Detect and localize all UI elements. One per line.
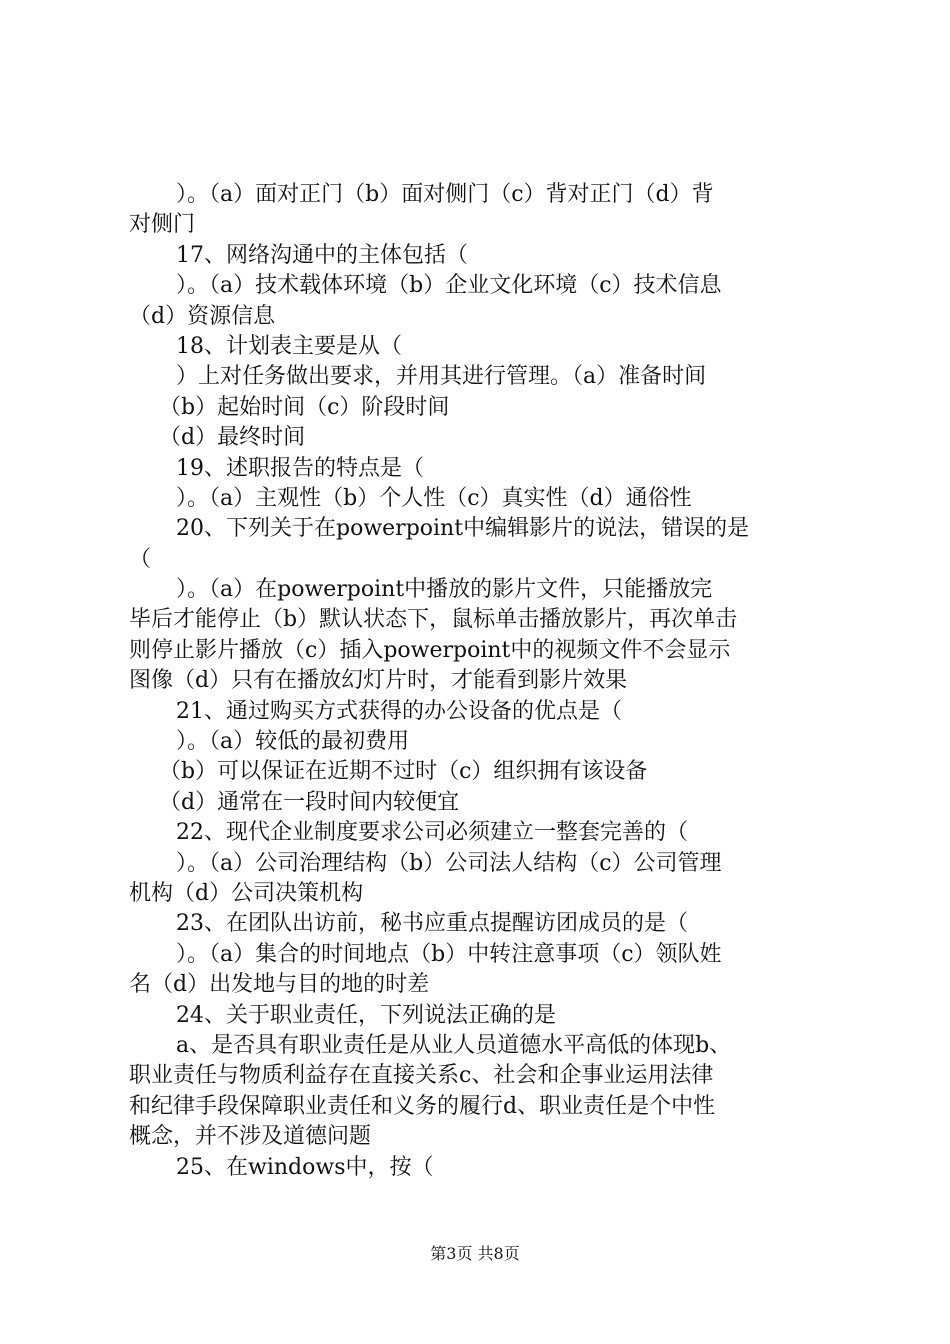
text-line: 毕后才能停止（b）默认状态下，鼠标单击播放影片，再次单击: [129, 607, 738, 633]
document-body: [129, 180, 833, 1183]
text-line: 17、网络沟通中的主体包括（: [176, 242, 468, 268]
text-line: 23、在团队出访前，秘书应重点提醒访团成员的是（: [176, 911, 688, 937]
text-line: a、是否具有职业责任是从业人员道德水平高低的体现b、: [176, 1032, 732, 1058]
text-line: 概念，并不涉及道德问题: [129, 1124, 372, 1150]
text-line: （b）可以保证在近期不过时（c）组织拥有该设备: [159, 759, 648, 785]
text-line: 21、通过购买方式获得的办公设备的优点是（: [176, 698, 622, 724]
page-number: 第3页 共8页: [430, 1244, 520, 1263]
text-line: 20、下列关于在powerpoint中编辑影片的说法，错误的是: [176, 516, 750, 542]
text-line: 机构（d）公司决策机构: [129, 880, 364, 906]
text-line: ）。（a）技术载体环境（b）企业文化环境（c）技术信息: [176, 273, 722, 299]
text-line: ）。（a）主观性（b）个人性（c）真实性（d）通俗性: [176, 485, 692, 511]
text-line: 25、在windows中，按（: [176, 1154, 434, 1180]
text-line: 图像（d）只有在播放幻灯片时，才能看到影片效果: [129, 668, 628, 694]
text-line: （d）通常在一段时间内较便宜: [159, 789, 460, 815]
text-line: ）。（a）面对正门（b）面对侧门（c）背对正门（d）背: [176, 182, 714, 207]
text-line: ）。（a）较低的最初费用: [176, 729, 410, 755]
text-line: 19、述职报告的特点是（: [176, 455, 424, 481]
text-line: 18、计划表主要是从（: [176, 333, 402, 359]
text-line: 名（d）出发地与目的地的时差: [129, 972, 430, 998]
text-line: 24、关于职业责任，下列说法正确的是: [176, 1002, 556, 1028]
text-line: 则停止影片播放（c）插入powerpoint中的视频文件不会显示: [129, 637, 731, 663]
text-line: （d）最终时间: [159, 425, 306, 451]
text-line: ）上对任务做出要求，并用其进行管理。（a）准备时间: [176, 364, 707, 390]
text-line: ）。（a）在powerpoint中播放的影片文件，只能播放完: [176, 577, 713, 603]
text-line: （: [129, 546, 152, 572]
text-line: ）。（a）公司治理结构（b）公司法人结构（c）公司管理: [176, 850, 722, 876]
text-line: 对侧门: [129, 212, 196, 238]
text-line: 职业责任与物质利益存在直接关系c、社会和企事业运用法律: [129, 1063, 714, 1089]
text-line: 22、现代企业制度要求公司必须建立一整套完善的（: [176, 820, 688, 846]
text-line: 和纪律手段保障职业责任和义务的履行d、职业责任是个中性: [129, 1093, 716, 1119]
text-line: ）。（a）集合的时间地点（b）中转注意事项（c）领队姓: [176, 941, 722, 967]
text-line: （b）起始时间（c）阶段时间: [159, 394, 450, 420]
page-footer: [0, 1244, 950, 1264]
text-line: （d）资源信息: [129, 303, 276, 329]
